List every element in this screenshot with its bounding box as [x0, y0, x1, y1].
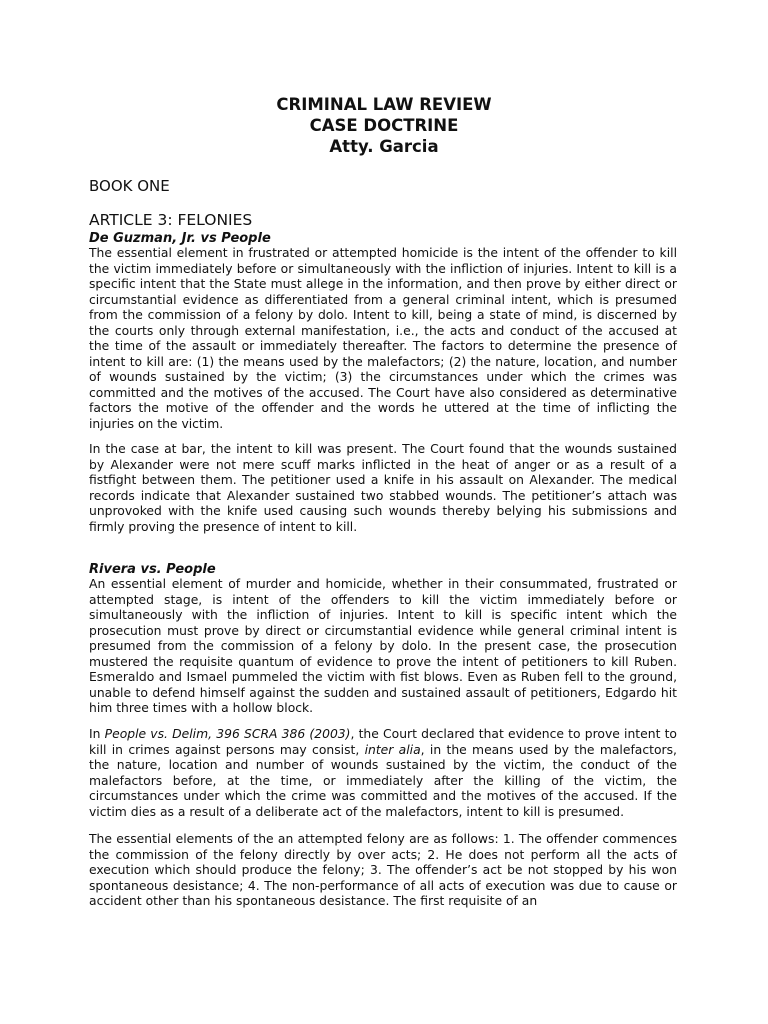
case-citation: People vs. Delim, 396 SCRA 386 (2003): [104, 727, 351, 741]
case-paragraph-delim-citation: [89, 727, 677, 820]
case-title-de-guzman: De Guzman, Jr. vs People: [89, 231, 271, 246]
document-subtitle: CASE DOCTRINE: [309, 116, 459, 135]
article-heading: ARTICLE 3: FELONIES: [89, 211, 253, 229]
paragraph-text: , the Court declared that evidence to prove intent to kill in crimes against persons may consist,: [89, 727, 677, 757]
case-paragraph: The essential element in frustrated or attempted homicide is the intent of the offender to kill the victim immediately before or simultaneously with the infliction of injuries. Intent to kill is a specific intent that the State must allege in the information, and then prove by either direct or circumstantial evidence as differentiated from a general criminal intent, which is presumed from the commission of a felony by dolo. Intent to kill, being a state of mind, is discerned by the courts only through external manifestation, i.e., the acts and conduct of the accused at the time of the assault or immediately thereafter. The factors to determine the presence of intent to kill are: (1) the means used by the malefactors; (2) the nature, location, and number of wounds sustained by the victim; (3) the circumstances under which the crimes was committed and the motives of the accused. The Court have also considered as determinative factors the motive of the offender and the words he uttered at the time of inflicting the injuries on the victim.: [89, 246, 677, 431]
latin-phrase: inter alia: [364, 742, 421, 757]
paragraph-text: , in the means used by the malefactors, the nature, location and number of wounds sustained by the victim, the conduct of the malefactors before, at the time, or immediately after the killing of the victim, the circumstances under which the crime was committed and the motives of the accused. If the victim dies as a result of a deliberate act of the malefactors, intent to kill is presumed.: [89, 742, 677, 819]
book-heading: BOOK ONE: [89, 177, 170, 195]
case-title-rivera: Rivera vs. People: [89, 562, 216, 577]
case-paragraph: The essential elements of the an attempted felony are as follows: 1. The offender commences the commission of the felony directly by over acts; 2. He does not perform all the acts of execution which should produce the felony; 3. The offender’s act be not stopped by his won spontaneous desistance; 4. The non-performance of all acts of execution was due to cause or accident other than his spontaneous desistance. The first requisite of an: [89, 832, 677, 908]
document-header: [0, 94, 768, 157]
course-title: CRIMINAL LAW REVIEW: [276, 95, 492, 114]
author-name: Atty. Garcia: [329, 137, 439, 156]
case-paragraph: In the case at bar, the intent to kill was present. The Court found that the wounds sustained by Alexander were not mere scuff marks inflicted in the heat of anger or as a result of a fistfight between them. The petitioner used a knife in his assault on Alexander. The medical records indicate that Alexander sustained two stabbed wounds. The petitioner’s attach was unprovoked with the knife used causing such wounds thereby belying his submissions and firmly proving the presence of intent to kill.: [89, 442, 677, 534]
paragraph-lead: In: [89, 727, 105, 741]
case-paragraph: An essential element of murder and homicide, whether in their consummated, frustrated or attempted stage, is intent of the offenders to kill the victim immediately before or simultaneously with the infliction of injuries. Intent to kill is specific intent which the prosecution must prove by direct or circumstantial evidence while general criminal intent is presumed from the commission of a felony by dolo. In the present case, the prosecution mustered the requisite quantum of evidence to prove the intent of petitioners to kill Ruben. Esmeraldo and Ismael pummeled the victim with fist blows. Even as Ruben fell to the ground, unable to defend himself against the sudden and sustained assault of petitioners, Edgardo hit him three times with a hollow block.: [89, 577, 677, 715]
